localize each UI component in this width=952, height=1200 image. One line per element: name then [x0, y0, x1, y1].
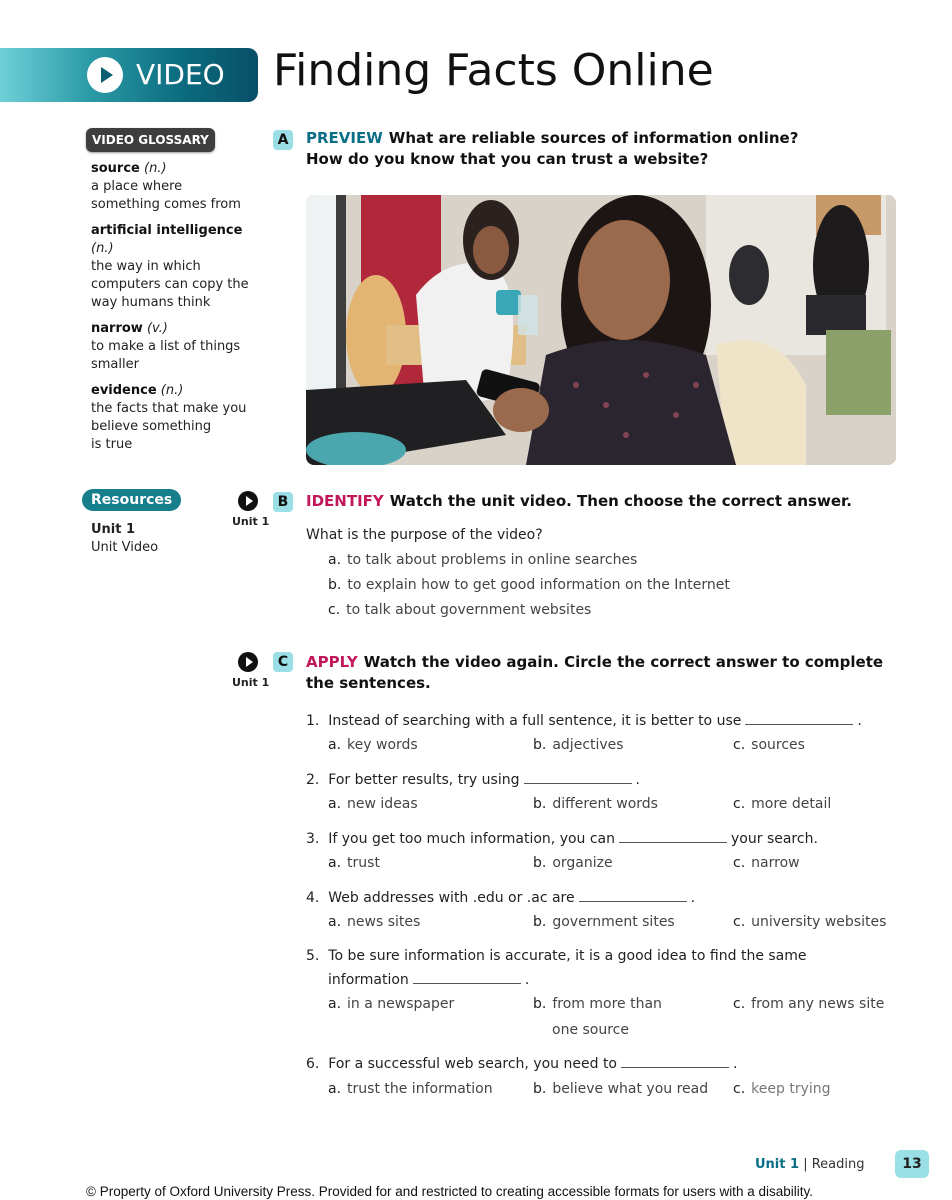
glossary-badge: VIDEO GLOSSARY — [86, 128, 215, 152]
resources-unit-video[interactable] — [91, 521, 158, 557]
glossary-def: the way in which — [91, 259, 201, 274]
section-b-instruction: Watch the unit video. Then choose the correct answer. — [389, 492, 852, 510]
question-text-after: . — [524, 972, 530, 988]
answer-option[interactable] — [533, 796, 658, 812]
video-unit-label: Unit 1 — [232, 515, 270, 528]
answer-option[interactable] — [733, 855, 800, 871]
glossary-def: to make a list of things — [91, 339, 241, 354]
footer-separator: | — [803, 1157, 808, 1172]
glossary-def: a place where — [91, 179, 183, 194]
option-text: to talk about problems in online searches — [347, 552, 638, 568]
answer-option[interactable] — [328, 737, 418, 753]
glossary-term: narrow — [91, 321, 143, 336]
glossary-pos: (v.) — [146, 321, 168, 336]
resources-unit: Unit 1 — [91, 522, 136, 537]
question-4 — [306, 889, 695, 906]
option-letter: a. — [328, 1081, 342, 1097]
section-a-label: A — [273, 130, 293, 150]
option-text: university websites — [751, 914, 887, 930]
option-letter: c. — [733, 796, 746, 812]
question-2 — [306, 771, 640, 788]
preview-keyword: PREVIEW — [306, 129, 383, 147]
question-3 — [306, 830, 818, 847]
play-video-icon[interactable] — [238, 491, 258, 511]
option-text: organize — [552, 855, 613, 871]
option-text: to talk about government websites — [346, 602, 592, 618]
option-text: government sites — [552, 914, 675, 930]
play-circle-icon — [87, 57, 123, 93]
answer-option[interactable] — [533, 855, 613, 871]
option-text: from any news site — [751, 996, 885, 1012]
answer-option[interactable] — [533, 914, 675, 930]
answer-option[interactable] — [328, 914, 420, 930]
section-c-label: C — [273, 652, 293, 672]
option-text: narrow — [751, 855, 800, 871]
option-letter: a. — [328, 796, 342, 812]
glossary-entry — [91, 320, 266, 374]
question-number: 3. — [306, 831, 320, 847]
option-letter: b. — [533, 796, 547, 812]
option-text: from more than — [552, 996, 662, 1012]
glossary-def: something comes from — [91, 197, 241, 212]
answer-option[interactable] — [328, 996, 454, 1012]
copyright-notice: © Property of Oxford University Press. Provided for and restricted to creating accessible formats for users with a disability. — [86, 1184, 813, 1199]
video-glossary — [86, 128, 266, 462]
option-letter: b. — [533, 996, 547, 1012]
glossary-entry — [91, 222, 266, 312]
question-text: To be sure information is accurate, it is a good idea to find the same — [328, 948, 807, 964]
video-banner — [0, 48, 258, 102]
option-letter: b. — [533, 737, 547, 753]
identify-keyword: IDENTIFY — [306, 492, 384, 510]
option-text: sources — [751, 737, 805, 753]
section-c-instruction-1: Watch the video again. Circle the correct answer to complete — [363, 653, 884, 671]
question-text: For a successful web search, you need to — [328, 1056, 617, 1072]
option-text: new ideas — [347, 796, 418, 812]
section-a-heading — [306, 128, 798, 170]
apply-keyword: APPLY — [306, 653, 358, 671]
answer-option[interactable] — [328, 1081, 493, 1097]
option-letter: b. — [533, 855, 547, 871]
question-text: Instead of searching with a full sentence, it is better to use — [328, 713, 742, 729]
question-number: 1. — [306, 713, 320, 729]
option-text: key words — [347, 737, 418, 753]
option-text: keep trying — [751, 1081, 831, 1097]
question-text: For better results, try using — [328, 772, 520, 788]
question-number: 5. — [306, 948, 320, 964]
option-letter: c. — [733, 996, 746, 1012]
question-text-after: . — [690, 890, 696, 906]
question-number: 4. — [306, 890, 320, 906]
footer-unit-section — [755, 1157, 865, 1172]
glossary-entry — [91, 160, 266, 214]
answer-option[interactable] — [733, 796, 831, 812]
glossary-entry — [91, 382, 266, 454]
option-text: different words — [552, 796, 658, 812]
glossary-term: source — [91, 161, 140, 176]
glossary-def: the facts that make you — [91, 401, 247, 416]
footer-unit: Unit 1 — [755, 1157, 800, 1172]
glossary-pos: (n.) — [91, 241, 114, 256]
option-letter: b. — [533, 1081, 547, 1097]
woman-with-phone-photo — [306, 195, 896, 465]
question-text: Web addresses with .edu or .ac are — [328, 890, 575, 906]
option-letter: c. — [733, 855, 746, 871]
option-text: trust — [347, 855, 380, 871]
answer-blank — [413, 971, 521, 984]
option-text: news sites — [347, 914, 421, 930]
section-a-line2: How do you know that you can trust a website? — [306, 150, 709, 168]
glossary-def: believe something — [91, 419, 212, 434]
answer-option[interactable] — [533, 737, 624, 753]
glossary-pos: (n.) — [160, 383, 184, 398]
glossary-pos: (n.) — [144, 161, 167, 176]
section-b-label: B — [273, 492, 293, 512]
option-text: adjectives — [552, 737, 624, 753]
resources-item: Unit Video — [91, 540, 159, 555]
answer-option[interactable] — [733, 1081, 831, 1097]
answer-option[interactable] — [533, 991, 662, 1043]
video-unit-label: Unit 1 — [232, 676, 270, 689]
answer-option[interactable] — [328, 796, 418, 812]
option-letter: a. — [328, 552, 342, 568]
option-letter: a. — [328, 914, 342, 930]
question-5 — [306, 948, 807, 964]
option-text: trust the information — [347, 1081, 493, 1097]
answer-option[interactable] — [328, 552, 637, 568]
play-video-icon[interactable] — [238, 652, 258, 672]
option-letter: c. — [733, 737, 746, 753]
answer-blank — [621, 1055, 729, 1068]
section-b-heading — [306, 491, 852, 512]
question-number: 6. — [306, 1056, 320, 1072]
answer-option[interactable] — [733, 996, 884, 1012]
answer-blank — [619, 830, 727, 843]
option-text: to explain how to get good information on the Internet — [347, 577, 730, 593]
option-text: in a newspaper — [347, 996, 455, 1012]
answer-option[interactable] — [328, 855, 380, 871]
section-c-heading — [306, 652, 883, 694]
option-letter: b. — [328, 577, 342, 593]
option-text: believe what you read — [552, 1081, 709, 1097]
question-text-after: . — [733, 1056, 738, 1072]
glossary-def: smaller — [91, 357, 139, 372]
glossary-def: way humans think — [91, 295, 211, 310]
glossary-term: evidence — [91, 383, 157, 398]
answer-blank — [579, 889, 687, 902]
section-a-line1: What are reliable sources of information online? — [388, 129, 799, 147]
question-text-after: . — [857, 713, 862, 729]
answer-option[interactable] — [533, 1081, 708, 1097]
glossary-def: is true — [91, 437, 133, 452]
question-text-after: your search. — [731, 831, 818, 847]
answer-blank — [524, 771, 632, 784]
page-title: Finding Facts Online — [273, 45, 714, 96]
video-label: VIDEO — [136, 58, 225, 91]
answer-option[interactable] — [733, 914, 886, 930]
question-text: information — [328, 972, 409, 988]
footer-section: Reading — [811, 1157, 865, 1172]
answer-option[interactable] — [328, 577, 730, 593]
option-letter: c. — [328, 602, 341, 618]
question-number: 2. — [306, 772, 320, 788]
question-text: If you get too much information, you can — [328, 831, 616, 847]
answer-option[interactable] — [328, 602, 591, 618]
option-letter: a. — [328, 996, 342, 1012]
option-letter: a. — [328, 737, 342, 753]
answer-option[interactable] — [733, 737, 805, 753]
section-c-instruction-2: the sentences. — [306, 674, 431, 692]
question-6 — [306, 1055, 737, 1072]
option-letter: b. — [533, 914, 547, 930]
question-1 — [306, 712, 862, 729]
question-5-cont — [328, 971, 529, 988]
glossary-def: computers can copy the — [91, 277, 249, 292]
answer-blank — [745, 712, 853, 725]
resources-badge[interactable]: Resources — [82, 489, 181, 511]
option-letter: c. — [733, 1081, 746, 1097]
question-text-after: . — [635, 772, 640, 788]
option-text: one source — [552, 1022, 629, 1038]
page-number: 13 — [895, 1150, 929, 1178]
option-letter: a. — [328, 855, 342, 871]
section-b-question: What is the purpose of the video? — [306, 527, 543, 543]
option-text: more detail — [751, 796, 832, 812]
glossary-term: artificial intelligence — [91, 223, 243, 238]
option-letter: c. — [733, 914, 746, 930]
